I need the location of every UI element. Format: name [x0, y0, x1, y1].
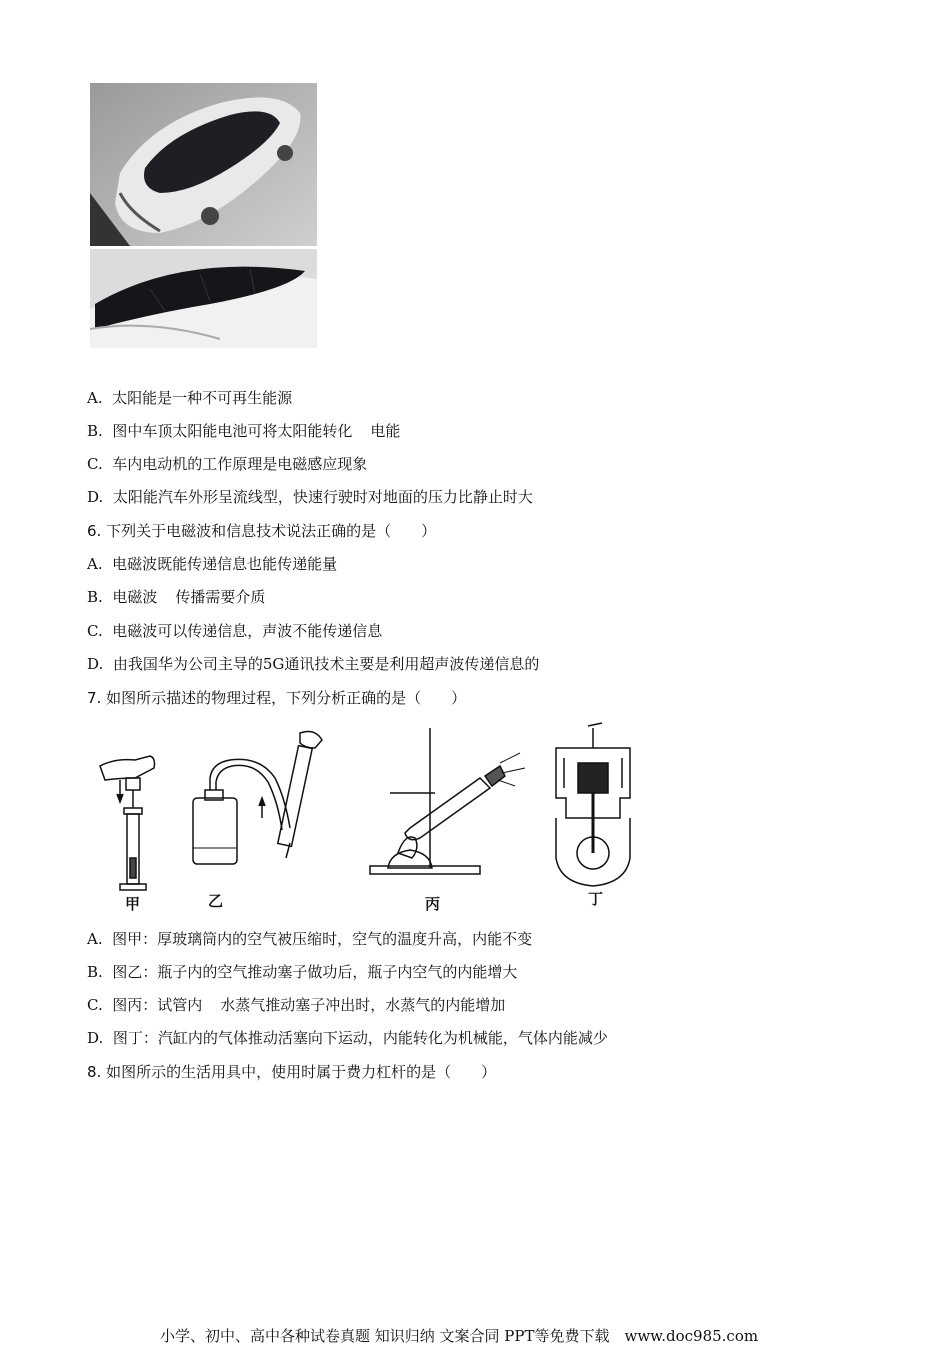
option-label: B.: [87, 963, 103, 981]
q5-option-a: [87, 388, 292, 408]
option-label: D.: [87, 1029, 104, 1047]
q7-option-a: [87, 929, 532, 949]
option-label: C.: [87, 622, 103, 640]
option-text-cont: 电能: [370, 422, 401, 440]
figure-label-jia: 甲: [125, 895, 141, 913]
page-footer: 小学、初中、高中各种试卷真题 知识归纳 文案合同 PPT等免费下载 www.doc985.com: [160, 1327, 759, 1345]
q5-option-c: [87, 454, 367, 474]
q7-option-d: [87, 1028, 608, 1048]
option-text: 图乙：瓶子内的空气推动塞子做功后，瓶子内空气的内能增大: [112, 963, 518, 981]
option-text: 由我国华为公司主导的5G通讯技术主要是利用超声波传递信息的: [112, 655, 540, 673]
figure-ding-engine: [556, 723, 630, 886]
q5-option-b: [87, 421, 400, 441]
figure-label-bing: 丙: [425, 895, 441, 913]
q7-stem: 7. 如图所示描述的物理过程，下列分析正确的是（ ）: [87, 689, 467, 707]
option-text: 电磁波可以传递信息，声波不能传递信息: [112, 622, 383, 640]
q8-stem: 8. 如图所示的生活用具中，使用时属于费力杠杆的是（ ）: [87, 1063, 497, 1081]
q6-option-b: [87, 587, 265, 607]
option-text: 车内电动机的工作原理是电磁感应现象: [112, 455, 368, 473]
option-label: A.: [87, 555, 103, 573]
option-text: 图中车顶太阳能电池可将太阳能转化: [112, 422, 353, 440]
q5-option-d: [87, 487, 533, 507]
q6-option-a: [87, 554, 337, 574]
option-text-cont: 传播需要介质: [175, 588, 266, 606]
option-text: 太阳能是一种不可再生能源: [112, 389, 293, 407]
option-text-cont: 水蒸气推动塞子冲出时，水蒸气的内能增加: [220, 996, 506, 1014]
option-label: C.: [87, 455, 103, 473]
car-roof-photo: [90, 249, 317, 348]
q7-option-c: [87, 995, 505, 1015]
q6-option-c: [87, 621, 382, 641]
q7-figure: [90, 718, 650, 913]
figure-label-yi: 乙: [208, 892, 224, 910]
option-label: A.: [87, 930, 103, 948]
q7-option-b: [87, 962, 517, 982]
option-text: 图丁：汽缸内的气体推动活塞向下运动，内能转化为机械能，气体内能减少: [112, 1029, 608, 1047]
figure-label-ding: 丁: [588, 890, 604, 908]
car-top-photo: [90, 83, 317, 246]
q6-option-d: [87, 654, 539, 674]
option-text: 电磁波既能传递信息也能传递能量: [112, 555, 338, 573]
figure-yi-bottle: [193, 732, 322, 864]
option-label: B.: [87, 588, 103, 606]
figure-jia-cylinder: [100, 756, 155, 890]
option-label: D.: [87, 488, 104, 506]
option-text: 图甲：厚玻璃筒内的空气被压缩时，空气的温度升高，内能不变: [112, 930, 533, 948]
option-text: 图丙：试管内: [112, 996, 203, 1014]
option-label: C.: [87, 996, 103, 1014]
option-label: A.: [87, 389, 103, 407]
option-text: 电磁波: [112, 588, 158, 606]
option-label: B.: [87, 422, 103, 440]
figure-bing-test-tube: [370, 728, 525, 874]
option-text: 太阳能汽车外形呈流线型，快速行驶时对地面的压力比静止时大: [112, 488, 533, 506]
q6-stem: 6. 下列关于电磁波和信息技术说法正确的是（ ）: [87, 522, 437, 540]
option-label: D.: [87, 655, 104, 673]
